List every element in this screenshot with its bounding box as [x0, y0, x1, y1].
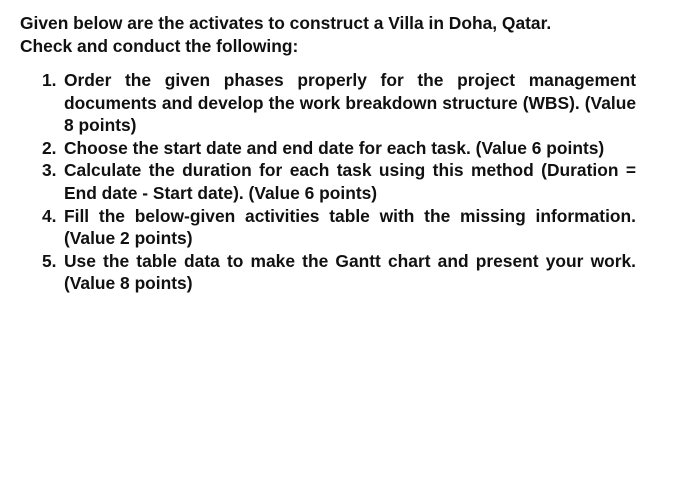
task-number: 1.	[42, 70, 57, 90]
list-item	[20, 159, 636, 204]
task-number: 4.	[42, 205, 57, 226]
task-text: Fill the below-given activities table with the missing information. (Value 2 points)	[64, 205, 636, 249]
list-item	[20, 137, 636, 160]
list-item	[20, 69, 636, 137]
task-text: Choose the start date and end date for each task. (Value 6 points)	[64, 137, 605, 158]
list-item	[20, 205, 636, 250]
task-text: Calculate the duration for each task using this method (Duration = End date - Start date). (Value 6 points)	[64, 160, 636, 203]
intro-line-2: Check and conduct the following:	[20, 35, 299, 56]
task-number: 5.	[42, 250, 57, 271]
task-number: 3.	[42, 160, 57, 181]
task-text: Order the given phases properly for the project management documents and develop the work breakdown structure (WBS). (Value 8 points)	[64, 70, 636, 136]
document-body	[20, 12, 660, 295]
intro-line-1: Given below are the activates to construct a Villa in Doha, Qatar.	[20, 13, 552, 33]
intro-paragraph	[20, 12, 660, 57]
task-text: Use the table data to make the Gantt chart and present your work. (Value 8 points)	[64, 250, 636, 294]
task-list	[20, 69, 660, 295]
task-number: 2.	[42, 137, 57, 158]
list-item	[20, 250, 636, 295]
